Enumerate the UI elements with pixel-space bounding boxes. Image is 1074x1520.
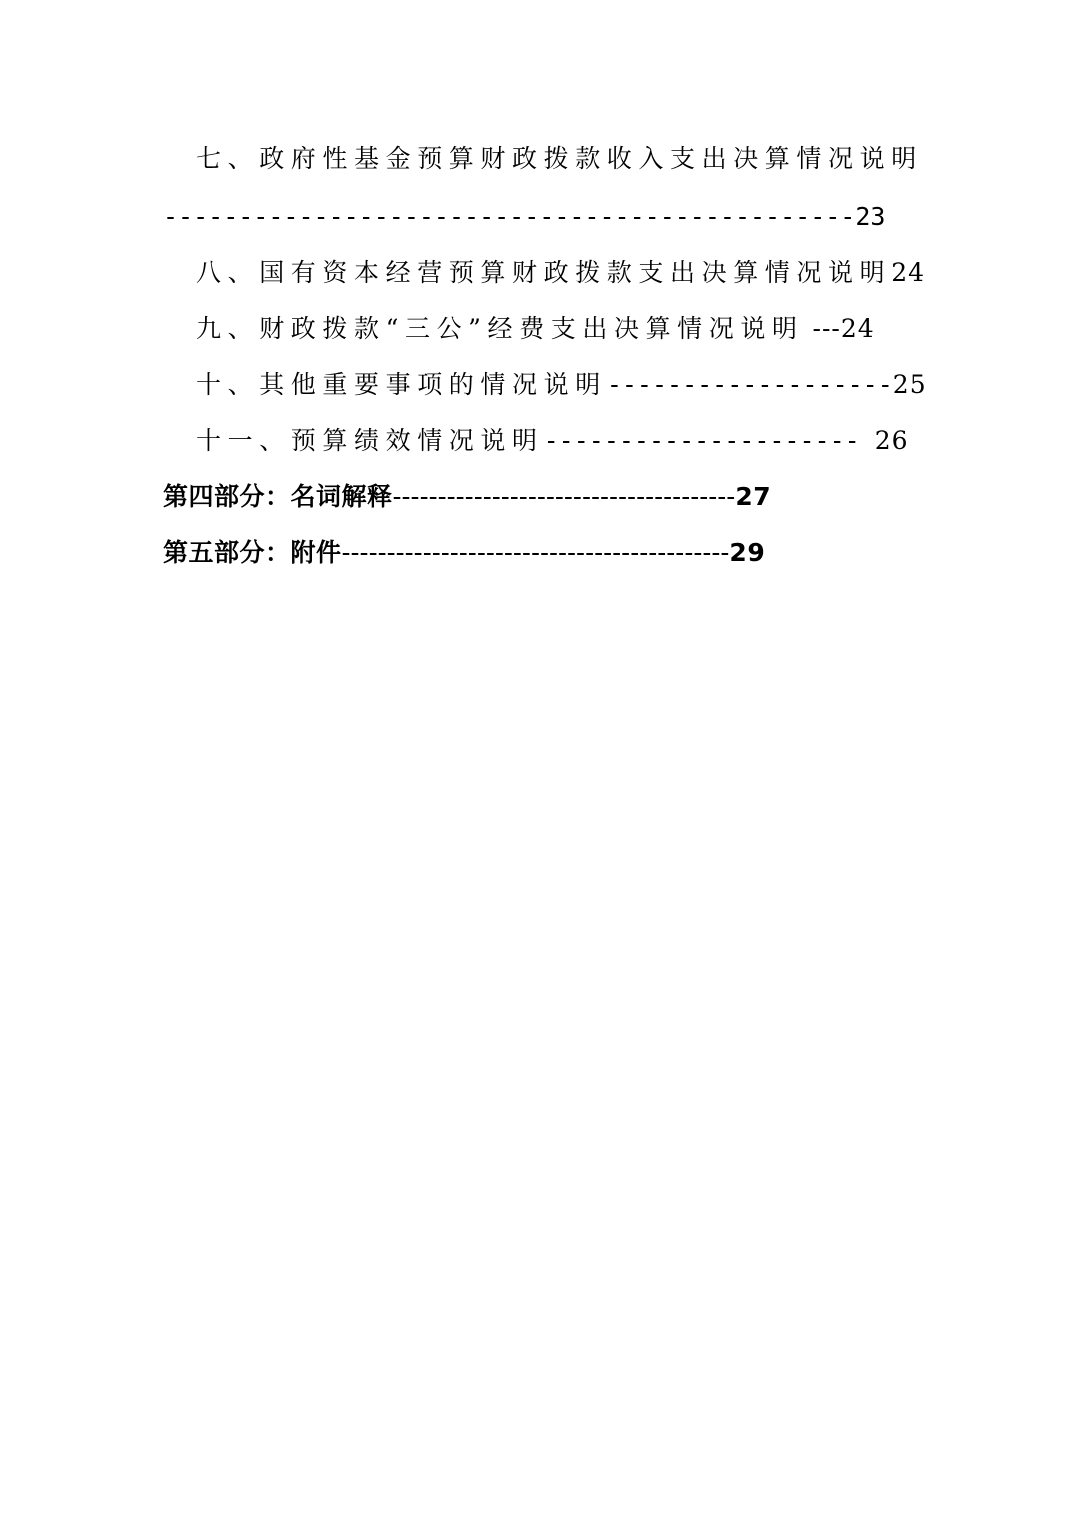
toc-leader: ------------------------------------------- [341,538,730,567]
toc-entry-title [196,146,923,171]
toc-section-title: 第四部分：名词解释 [163,482,393,511]
toc-page-number: 24 [840,314,875,343]
toc-page-number: 24 [891,258,926,287]
toc-leader: --------------------- [543,426,875,455]
toc-entry [196,428,909,453]
toc-leader: --- [803,314,841,343]
toc-entry [196,316,875,341]
toc-page-number: 25 [892,370,927,399]
toc-entry-title-text: 十、其他重要事项的情况说明 [196,370,607,399]
toc-page-number: 26 [874,426,909,455]
toc-leader: ------------------- [606,370,893,399]
toc-page-number: 27 [735,482,772,511]
toc-page-number: 23 [855,202,886,231]
toc-entry-title-text: 九、财政拨款“三公”经费支出决算情况说明 [196,314,804,343]
toc-section-title: 第五部分：附件 [163,538,342,567]
toc-entry-title-text: 七、政府性基金预算财政拨款收入支出决算情况说明 [196,144,923,173]
toc-entry [196,372,927,397]
toc-leader: -------------------------------------- [392,482,736,511]
toc-leader: ---------------------------------------------- [163,202,856,231]
toc-entry-title-text: 八、国有资本经营预算财政拨款支出决算情况说明 [196,258,892,287]
toc-section-entry [163,540,765,565]
toc-entry-title-text: 十一、预算绩效情况说明 [196,426,544,455]
toc-section-entry [163,484,771,509]
toc-page-number: 29 [729,538,766,567]
toc-entry-leader-row [163,204,885,229]
toc-entry [196,260,925,285]
